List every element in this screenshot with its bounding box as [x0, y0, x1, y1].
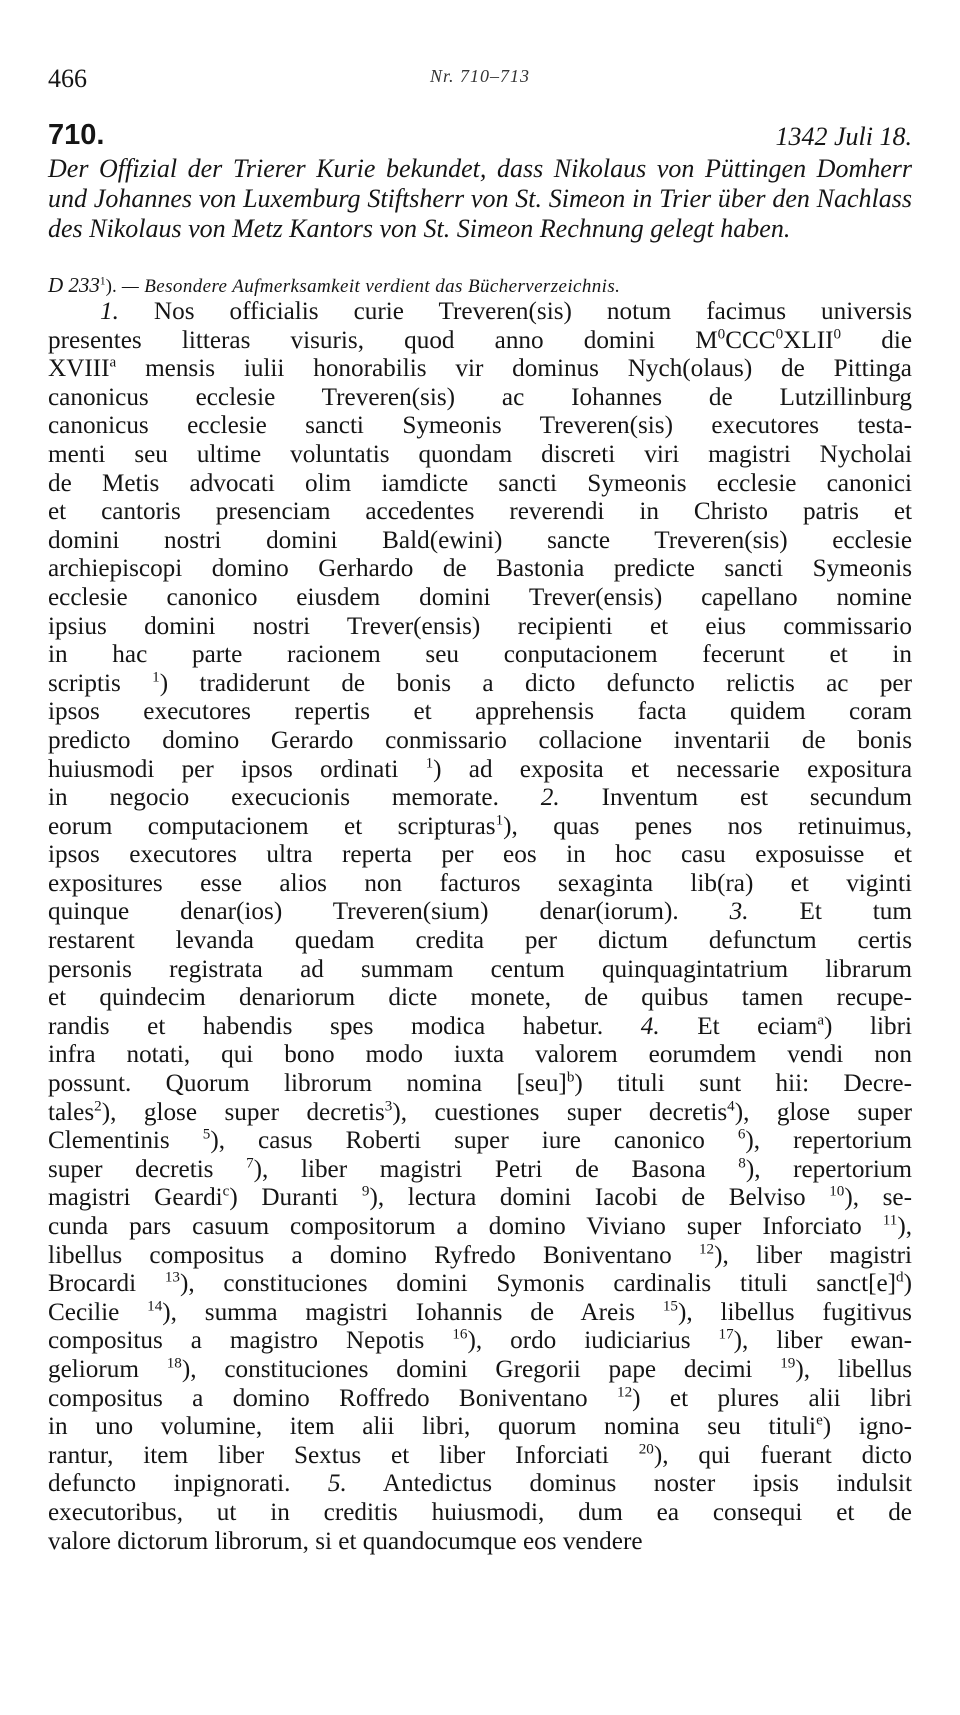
text-segment: predicto domino Gerardo conmissario collacione inventarii de bonis: [48, 726, 912, 754]
text-line: [48, 984, 912, 1013]
text-segment: canonicus ecclesie Treveren(sis) ac Iohannes de Lutzillinburg: [48, 383, 912, 411]
text-segment: ), glose super decretis: [101, 1098, 385, 1126]
text-segment: die: [841, 326, 912, 354]
text-segment: ), repertorium: [745, 1155, 913, 1183]
source-note: [48, 272, 912, 300]
text-segment: ), liber magistri Petri de Basona: [253, 1155, 739, 1183]
text-segment: ): [903, 1270, 912, 1298]
text-segment: super decretis: [48, 1155, 247, 1183]
footnote-marker: 18: [166, 1355, 182, 1372]
text-segment: restarent levanda quedam credita per dictum defunctum certis: [48, 927, 912, 955]
text-segment: et quindecim denariorum dicte monete, de quibus tamen recupe-: [48, 984, 912, 1012]
footnote-marker: d: [896, 1269, 904, 1286]
text-segment: ipsos executores repertis et apprehensis facta quidem coram: [48, 698, 912, 726]
footnote-marker: 9: [361, 1184, 370, 1201]
footnote-marker: 4: [727, 1098, 735, 1115]
text-line: [48, 613, 912, 642]
text-line: [48, 1099, 912, 1128]
text-segment: personis registrata ad summam centum quinquagintatrium librarum: [48, 955, 912, 983]
section-number: 4.: [640, 1012, 660, 1040]
text-line: [48, 441, 912, 470]
section-number: 5.: [327, 1470, 347, 1498]
text-line: [48, 1184, 912, 1213]
text-line: [48, 1270, 912, 1299]
footnote-marker: 11: [882, 1212, 898, 1229]
footnote-marker: 8: [738, 1155, 746, 1172]
section-number: 1.: [100, 298, 119, 325]
footnote-marker: 0: [833, 326, 842, 343]
text-segment: ), liber ewan-: [733, 1327, 912, 1355]
text-line: [48, 1156, 912, 1185]
text-segment: compositus a magistro Nepotis: [48, 1327, 453, 1355]
text-line: [48, 1470, 912, 1499]
text-segment: ), libellus fugitivus: [677, 1298, 912, 1326]
footnote-marker: 17: [718, 1326, 734, 1343]
text-line: [48, 1442, 912, 1471]
text-segment: XVIII: [48, 355, 110, 383]
footnote-marker: 12: [698, 1241, 715, 1258]
charter-text: [48, 298, 912, 1556]
text-segment: Cecilie: [48, 1298, 148, 1326]
text-segment: ) tradiderunt de bonis a dicto defuncto relictis ac per: [159, 669, 913, 697]
text-line: [48, 813, 912, 842]
footnote-marker: 14: [147, 1298, 163, 1315]
text-line: [48, 1127, 912, 1156]
text-segment: Brocardi: [48, 1270, 165, 1298]
text-line: [48, 1041, 912, 1070]
text-segment: ipsius domini nostri Trever(ensis) recipienti et eius commissario: [48, 612, 912, 640]
footnote-ref: 1: [99, 275, 106, 288]
section-number: 3.: [729, 898, 749, 926]
text-segment: ), constituciones domini Gregorii pape decimi: [181, 1355, 781, 1383]
text-segment: Et tum: [748, 898, 912, 926]
footnote-marker: a: [109, 354, 117, 371]
text-segment: defuncto inpignorati.: [48, 1470, 328, 1498]
text-segment: ), cuestiones super decretis: [392, 1098, 728, 1126]
text-segment: ipsos executores ultra reperta per eos in hoc casu exposuisse et: [48, 841, 912, 869]
text-line: [48, 1413, 912, 1442]
text-segment: ), qui fuerant dicto: [653, 1441, 912, 1469]
text-segment: et cantoris presenciam accedentes reverendi in Christo patris et: [48, 498, 912, 526]
text-segment: ), summa magistri Iohannis de Areis: [162, 1298, 663, 1326]
text-segment: archiepiscopi domino Gerhardo de Bastonia predicte sancti Symeonis: [48, 555, 912, 583]
footnote-marker: 3: [384, 1098, 393, 1115]
text-line: [48, 527, 912, 556]
text-segment: ) ad exposita et necessarie expositura: [433, 755, 912, 783]
footnote-marker: 1: [495, 812, 504, 829]
text-segment: quinque denar(ios) Treveren(sium) denar(iorum).: [48, 898, 730, 926]
source-signature: D 233: [48, 273, 100, 297]
text-segment: expositures esse alios non facturos sexaginta lib(ra) et viginti: [48, 869, 912, 897]
text-line: [48, 641, 912, 670]
text-segment: infra notati, qui bono modo iuxta valorem eorumdem vendi non: [48, 1041, 912, 1069]
text-segment: ), quas penes nos retinuimus,: [503, 812, 913, 840]
text-line: [48, 555, 912, 584]
text-line: [48, 898, 912, 927]
footnote-marker: 7: [246, 1155, 254, 1172]
footnote-marker: 5: [202, 1126, 211, 1143]
footnote-marker: 1: [425, 755, 434, 772]
footnote-marker: 1: [152, 669, 160, 686]
text-line: [48, 1528, 912, 1557]
text-segment: XLII: [783, 326, 834, 354]
text-segment: presentes litteras visuris, quod anno domini M: [48, 326, 718, 354]
footnote-marker: b: [566, 1069, 575, 1086]
text-segment: Et eciam: [659, 1012, 818, 1040]
text-segment: randis et habendis spes modica habetur.: [48, 1012, 641, 1040]
footnote-marker: e: [816, 1412, 823, 1429]
text-line: [48, 1013, 912, 1042]
text-segment: compositus a domino Roffredo Boniventano: [48, 1384, 618, 1412]
footnote-marker: 15: [662, 1298, 678, 1315]
text-segment: in negocio execucionis memorate.: [48, 784, 541, 812]
text-segment: CCC: [725, 326, 776, 354]
text-segment: Inventum est secundum: [559, 784, 913, 812]
text-segment: ), lectura domini Iacobi de Belviso: [369, 1184, 830, 1212]
text-line: [48, 1499, 912, 1528]
text-line: [48, 1385, 912, 1414]
text-segment: ) tituli sunt hii: Decre-: [574, 1070, 912, 1098]
text-line: [48, 927, 912, 956]
text-line: [48, 698, 912, 727]
text-segment: canonicus ecclesie sancti Symeonis Treveren(sis) executores testa-: [48, 412, 912, 440]
text-line: [48, 1070, 912, 1099]
text-segment: magistri Geardi: [48, 1184, 223, 1212]
text-segment: libellus compositus a domino Ryfredo Boniventano: [48, 1241, 699, 1269]
text-line: [48, 1299, 912, 1328]
text-segment: ) Duranti: [229, 1184, 362, 1212]
text-line: [48, 1213, 912, 1242]
text-line: [48, 1327, 912, 1356]
text-line: [48, 355, 912, 384]
text-segment: huiusmodi per ipsos ordinati: [48, 755, 426, 783]
footnote-marker: 12: [617, 1384, 633, 1401]
text-segment: Antedictus dominus noster ipsis indulsit: [346, 1470, 912, 1498]
footnote-marker: 6: [737, 1126, 746, 1143]
text-segment: valore dictorum librorum, si et quandocumque eos vendere: [48, 1527, 643, 1555]
text-segment: menti seu ultime voluntatis quondam discreti viri magistri Nycholai: [48, 440, 912, 468]
text-line: [48, 384, 912, 413]
text-segment: Clementinis: [48, 1127, 203, 1155]
text-segment: ), ordo iudiciarius: [467, 1327, 719, 1355]
footnote-marker: 19: [780, 1355, 796, 1372]
text-segment: Nos officialis curie Treveren(sis) notum facimus universis: [118, 298, 912, 325]
footnote-marker: 0: [717, 326, 726, 343]
text-line: [48, 670, 912, 699]
footnote-marker: 13: [164, 1269, 180, 1286]
text-segment: geliorum: [48, 1355, 167, 1383]
text-line: [48, 498, 912, 527]
page-header: [48, 64, 912, 104]
text-segment: ecclesie canonico eiusdem domini Trever(ensis) capellano nomine: [48, 583, 912, 611]
text-segment: possunt. Quorum librorum nomina [seu]: [48, 1070, 567, 1098]
text-segment: mensis iulii honorabilis vir dominus Nych(olaus) de Pittinga: [116, 355, 912, 383]
section-number: 2.: [540, 784, 560, 812]
text-segment: ) et plures alii libri: [632, 1384, 912, 1412]
footnote-marker: a: [817, 1012, 825, 1029]
text-line: [48, 727, 912, 756]
text-line: [48, 298, 912, 327]
text-segment: ) libri: [824, 1012, 912, 1040]
text-line: [48, 784, 912, 813]
footnote-marker: 10: [829, 1184, 845, 1201]
text-segment: in uno volumine, item alii libri, quorum nomina seu tituli: [48, 1413, 817, 1441]
document-date: 1342 Juli 18.: [775, 122, 912, 151]
text-segment: executoribus, ut in creditis huiusmodi, dum ea consequi et de: [48, 1498, 912, 1526]
text-segment: rantur, item liber Sextus et liber Inforciati: [48, 1441, 639, 1469]
text-segment: cunda pars casuum compositorum a domino Viviano super Inforciato: [48, 1213, 883, 1240]
text-segment: ), casus Roberti super iure canonico: [210, 1127, 738, 1155]
footnote-marker: c: [222, 1184, 230, 1201]
text-segment: ), glose super: [734, 1098, 912, 1126]
text-segment: eorum computacionem et scripturas: [48, 812, 496, 840]
text-line: [48, 956, 912, 985]
page-number: 466: [48, 64, 87, 93]
footnote-marker: 0: [775, 326, 784, 343]
text-segment: ), constituciones domini Symonis cardinalis tituli sanct[e]: [179, 1270, 897, 1298]
text-line: [48, 327, 912, 356]
text-segment: ), repertorium: [745, 1127, 912, 1155]
footnote-marker: 16: [452, 1326, 468, 1343]
text-segment: tales: [48, 1098, 95, 1126]
source-after: ).: [105, 276, 117, 297]
footnote-marker: 2: [94, 1098, 102, 1115]
text-line: [48, 470, 912, 499]
running-head: Nr. 710–713: [429, 66, 530, 86]
text-segment: domini nostri domini Bald(ewini) sancte Treveren(sis) ecclesie: [48, 526, 912, 554]
text-segment: in hac parte racionem seu conputacionem fecerunt et in: [48, 641, 912, 669]
text-segment: ), se-: [844, 1184, 913, 1212]
text-segment: ) igno-: [822, 1413, 912, 1441]
text-segment: ), liber magistri: [714, 1241, 913, 1269]
text-line: [48, 756, 912, 785]
text-line: [48, 412, 912, 441]
text-segment: scriptis: [48, 669, 153, 697]
regest-summary: Der Offizial der Trierer Kurie bekundet, dass Nikolaus von Püttingen Domherr und Johannes von Luxemburg Stiftsherr von St. Simeon in Trier über den Nachlass des Nikolaus von Metz Kantors von St. Simeon Rechnung gelegt haben.: [48, 154, 912, 243]
text-segment: ),: [897, 1213, 912, 1240]
text-segment: ), libellus: [795, 1355, 912, 1383]
text-segment: de Metis advocati olim iamdicte sancti Symeonis ecclesie canonici: [48, 469, 912, 497]
text-line: [48, 1242, 912, 1271]
text-line: [48, 870, 912, 899]
footnote-marker: 20: [638, 1441, 654, 1458]
editorial-remark: — Besondere Aufmerksamkeit verdient das Bücherverzeichnis.: [116, 276, 621, 297]
document-number: 710.: [48, 119, 105, 151]
text-line: [48, 1356, 912, 1385]
text-line: [48, 841, 912, 870]
text-line: [48, 584, 912, 613]
